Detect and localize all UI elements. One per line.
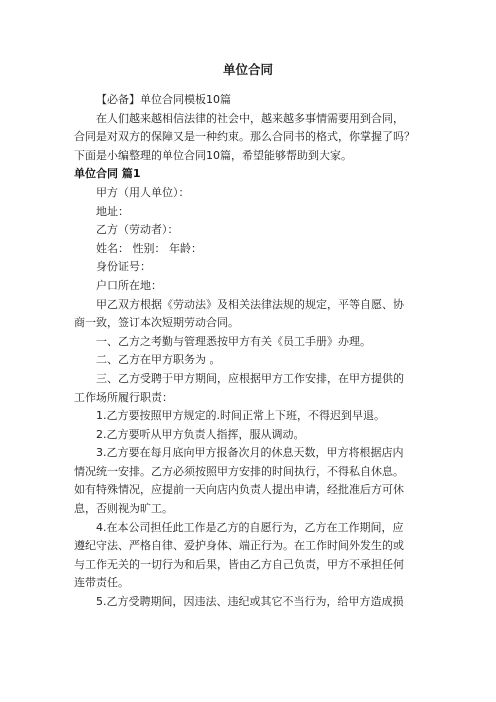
contract-field: 乙方（劳动者）： xyxy=(96,223,179,237)
contract-field: 户口所在地： xyxy=(96,278,162,292)
contract-field: 身份证号： xyxy=(96,260,151,274)
clause-item: 3.乙方要在每月底向甲方报备次月的休息天数，甲方将根据店内 xyxy=(96,446,404,460)
clause-item: 4.在本公司担任此工作是乙方的自愿行为，乙方在工作期间，应 xyxy=(96,520,404,534)
clause-item: 1.乙方要按照甲方规定的.时间正常上下班，不得迟到早退。 xyxy=(96,409,385,423)
document-body xyxy=(74,91,434,612)
clause-line: 工作场所履行职责： xyxy=(74,390,173,404)
clause-line: 一、乙方之考勤与管理悉按甲方有关《员工手册》办理。 xyxy=(96,334,371,348)
contract-field: 甲方（用人单位）： xyxy=(96,185,190,199)
contract-field: 姓名： 性别： 年龄： xyxy=(96,241,202,255)
clause-item: 连带责任。 xyxy=(74,576,129,590)
clause-line: 二、乙方在甲方职务为 。 xyxy=(96,353,221,367)
clause-item: 5.乙方受聘期间，因违法、违纪或其它不当行为，给甲方造成损 xyxy=(96,595,404,609)
clause-item: 情况统一安排。乙方必须按照甲方安排的时间执行，不得私自休息。 xyxy=(74,464,404,478)
section-heading: 单位合同 篇1 xyxy=(74,167,141,181)
clause-line: 三、乙方受聘于甲方期间，应根据甲方工作安排，在甲方提供的 xyxy=(96,371,404,385)
document-title: 单位合同 xyxy=(222,62,273,77)
intro-line: 下面是小编整理的单位合同10篇，希望能够帮助到大家。 xyxy=(74,148,352,162)
clause-item: 如有特殊情况，应提前一天向店内负责人提出申请，经批准后方可休 xyxy=(74,483,404,497)
paragraph-line: 商一致，签订本次短期劳动合同。 xyxy=(74,316,239,330)
clause-item: 与工作无关的一切行为和后果，皆由乙方自己负责，甲方不承担任何 xyxy=(74,557,404,571)
intro-line: 在人们越来越相信法律的社会中，越来越多事情需要用到合同， xyxy=(96,111,404,125)
paragraph-line: 甲乙双方根据《劳动法》及相关法律法规的规定，平等自愿、协 xyxy=(96,297,404,311)
intro-line: 合同是对双方的保障又是一种约束。那么合同书的格式，你掌握了吗？ xyxy=(74,130,415,144)
subtitle-line: 【必备】单位合同模板10篇 xyxy=(96,93,231,106)
clause-item: 遵纪守法、严格自律、爱护身体、端正行为。在工作时间外发生的或 xyxy=(74,539,404,553)
clause-item: 息，否则视为旷工。 xyxy=(74,502,173,516)
contract-field: 地址： xyxy=(96,204,129,218)
clause-item: 2.乙方要听从甲方负责人指挥，服从调动。 xyxy=(96,427,305,441)
